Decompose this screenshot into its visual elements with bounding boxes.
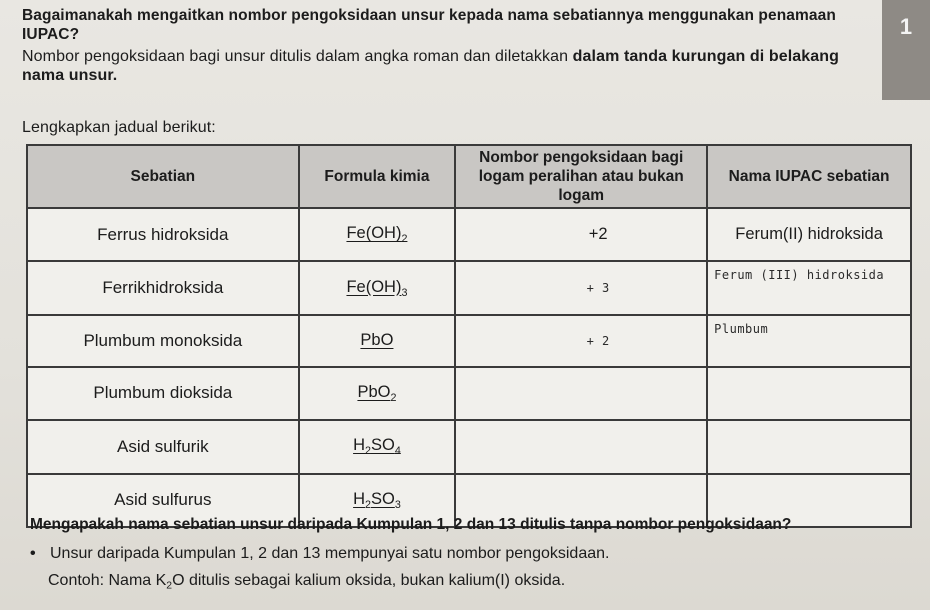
oxidation-number-cell[interactable] [455,420,707,473]
table-body [27,208,911,527]
header-compound: Sebatian [27,145,299,208]
example-prefix: Contoh: Nama K [48,572,167,589]
chemical-formula-cell: $H_2SO_4$ [299,420,456,473]
oxidation-number-cell[interactable] [455,367,707,420]
table-header-row [27,145,911,208]
table-row [27,261,911,314]
followup-question-text: Mengapakah nama sebatian unsur daripada Kumpulan 1, 2 dan 13 ditulis tanpa nombor pengoksidaan? [30,516,792,533]
header-formula: Formula kimia [299,145,456,208]
oxidation-number-cell[interactable]: + 3 [455,261,707,314]
chemical-formula-cell: PbO$_2$ [299,367,456,420]
example-line [48,572,565,592]
compound-name-cell: Asid sulfurik [27,420,299,473]
compound-name-cell: Asid sulfurus [27,474,299,527]
oxidation-number-cell[interactable]: + 2 [455,315,707,367]
compound-name-cell: Ferrikhidroksida [27,261,299,314]
question-number-badge: 1 [882,0,930,100]
followup-answer [30,545,609,563]
iupac-name-cell[interactable]: Plumbum [707,315,911,367]
description-bold: dalam tanda kurungan di belakang nama unsur. [22,48,840,84]
table-row [27,208,911,261]
compound-name-cell: Plumbum monoksida [27,315,299,367]
bullet-icon: • [30,545,36,562]
iupac-name-cell[interactable]: Ferum (III) hidroksida [707,261,911,314]
iupac-name-cell[interactable] [707,367,911,420]
oxidation-number-table [26,144,912,528]
table-row [27,367,911,420]
followup-answer-text: Unsur daripada Kumpulan 1, 2 dan 13 mempunyai satu nombor pengoksidaan. [50,545,610,562]
question-title: Bagaimanakah mengaitkan nombor pengoksidaan unsur kepada nama sebatiannya menggunakan penamaan IUPAC? [22,7,836,43]
table-row [27,315,911,367]
example-suffix: O ditulis sebagai kalium oksida, bukan kalium(I) oksida. [172,572,566,589]
iupac-name-cell[interactable]: Ferum(II) hidroksida [707,208,911,261]
chemical-formula-cell: $Fe(OH)_3$ [299,261,456,314]
chemical-formula-cell: $H_2SO_3$ [299,474,456,527]
chemical-formula-cell: $Fe(OH)_2$ [299,208,456,261]
followup-question [30,516,910,534]
table-row [27,420,911,473]
header-oxidation-number: Nombor pengoksidaan bagi logam peralihan atau bukan logam [455,145,707,208]
compound-name-cell: Ferrus hidroksida [27,208,299,261]
example-subscript: 2 [166,580,173,592]
oxidation-number-cell[interactable]: +2 [455,208,707,261]
description-plain: Nombor pengoksidaan bagi unsur ditulis dalam angka roman dan diletakkan [22,48,573,65]
iupac-name-cell[interactable] [707,420,911,473]
header-iupac-name: Nama IUPAC sebatian [707,145,911,208]
table-instruction: Lengkapkan jadual berikut: [22,119,216,136]
question-description [22,47,852,85]
compound-name-cell: Plumbum dioksida [27,367,299,420]
chemical-formula-cell: PbO [299,315,456,367]
